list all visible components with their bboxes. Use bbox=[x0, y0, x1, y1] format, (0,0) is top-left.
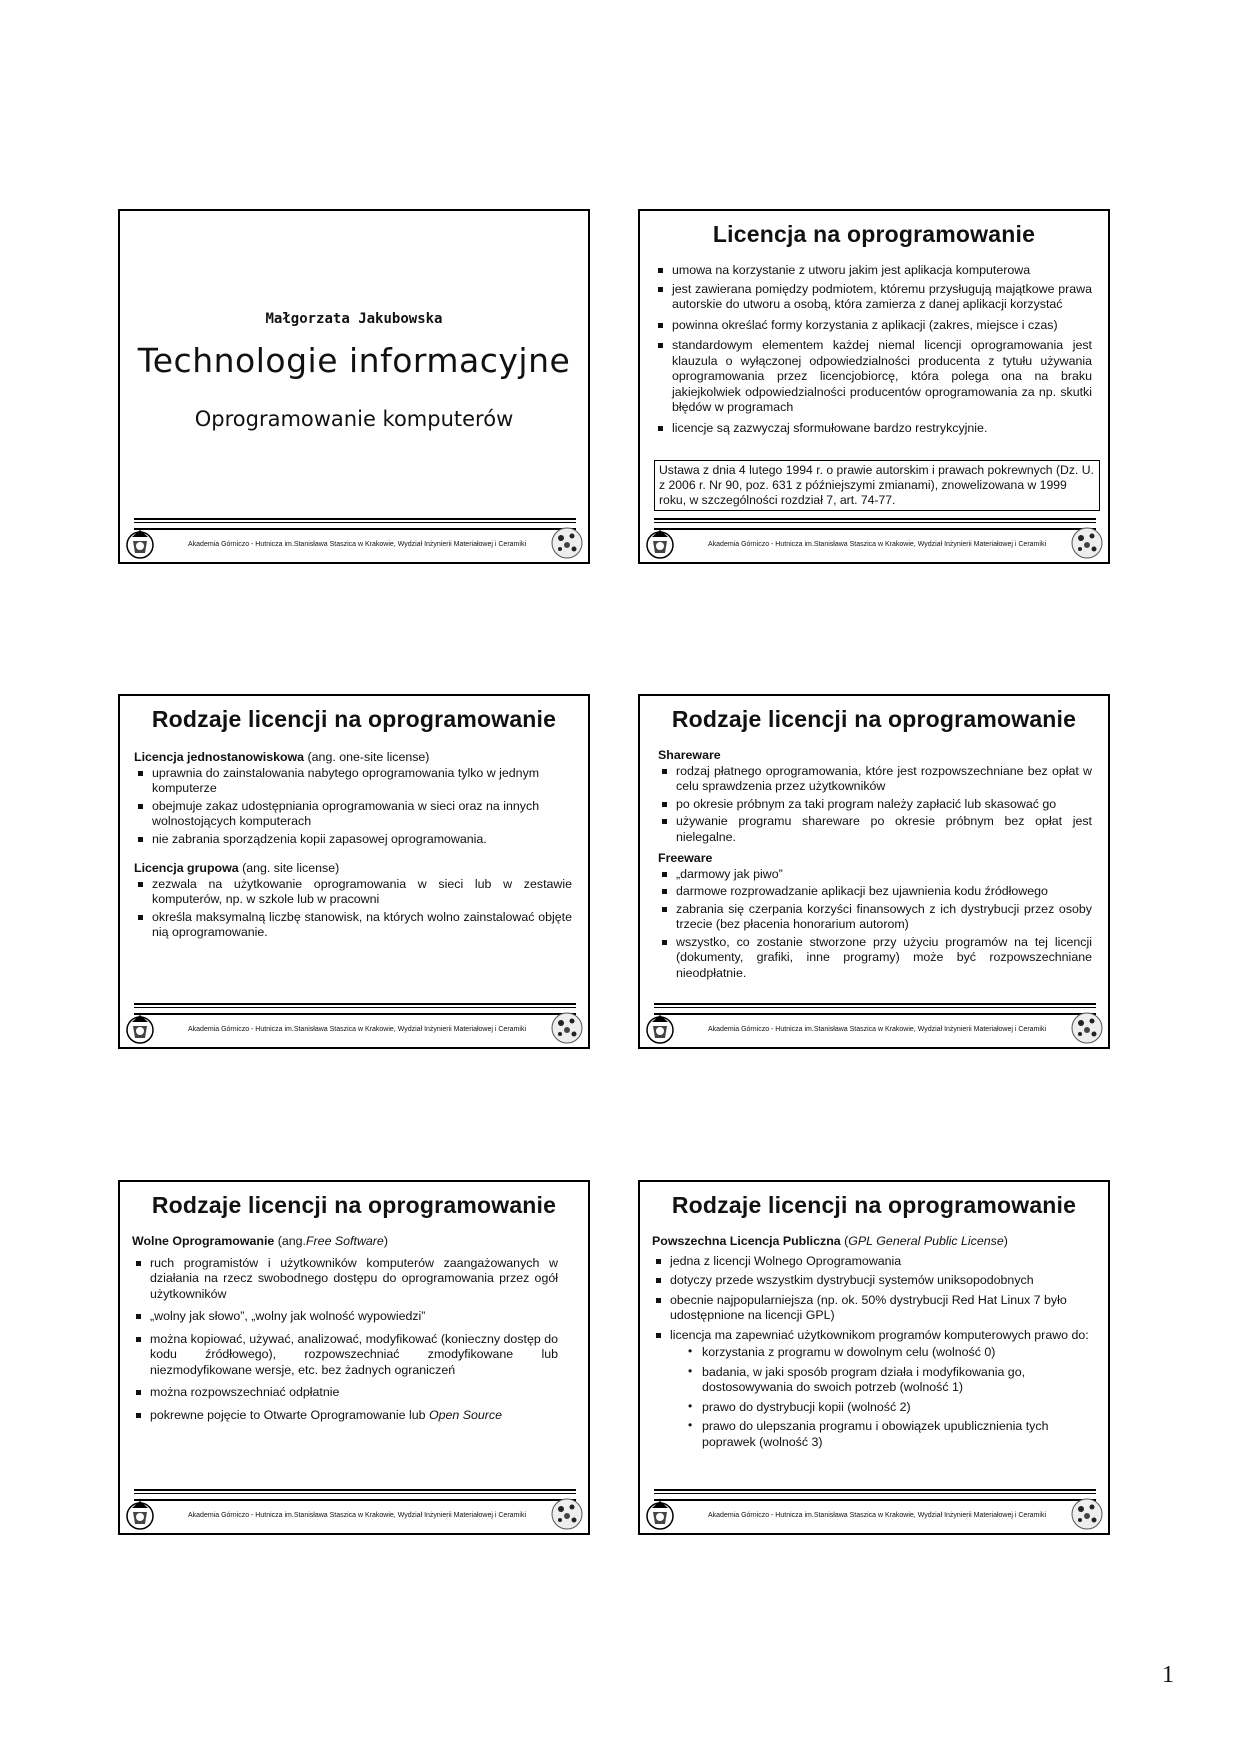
section-heading bbox=[652, 1234, 1092, 1250]
list-item bbox=[652, 1328, 1092, 1344]
list-item-italic: Open Source bbox=[428, 1407, 502, 1422]
list-item-text: licencja ma zapewniać użytkownikom programów komputerowych prawo do: bbox=[670, 1327, 1089, 1342]
slide-footer bbox=[120, 518, 588, 562]
list-item: ruch programistów i użytkowników komputerów zaangażowanych w działania na rzecz swobodnego dostępu do oprogramowania przez ogół użytkowników bbox=[132, 1256, 558, 1303]
footer-text: Akademia Górniczo - Hutnicza im.Stanisława Staszica w Krakowie, Wydział Inżynierii Materiałowej i Ceramiki bbox=[188, 1026, 526, 1033]
footer-text: Akademia Górniczo - Hutnicza im.Stanisława Staszica w Krakowie, Wydział Inżynierii Materiałowej i Ceramiki bbox=[708, 1026, 1046, 1033]
section-heading-open: ( bbox=[844, 1234, 849, 1248]
slide-title-text: Licencja na oprogramowanie bbox=[712, 221, 1036, 247]
footer-text: Akademia Górniczo - Hutnicza im.Stanisława Staszica w Krakowie, Wydział Inżynierii Materiałowej i Ceramiki bbox=[708, 1512, 1046, 1519]
footer-rule bbox=[134, 518, 576, 530]
list-item: umowa na korzystanie z utworu jakim jest aplikacja komputerowa bbox=[654, 263, 1092, 279]
list-item: rodzaj płatnego oprogramowania, które jest rozpowszechniane bez opłat w celu sprawdzenia przez użytkowników bbox=[658, 764, 1092, 795]
slide-title-text: Rodzaje licencji na oprogramowanie bbox=[151, 1192, 557, 1218]
slide-body bbox=[658, 748, 1092, 983]
list-item: używanie programu shareware po okresie próbnym bez opłat jest nielegalne. bbox=[658, 814, 1092, 845]
sub-list-item: • korzystania z programu w dowolnym celu (wolność 0) bbox=[688, 1345, 1092, 1361]
list-item bbox=[132, 1408, 558, 1424]
bullet-list bbox=[652, 1254, 1092, 1344]
list-item: po okresie próbnym za taki program należy zapłacić lub skasować go bbox=[658, 797, 1092, 813]
sub-list-item: • badania, w jaki sposób program działa i modyfikowania go, dostosowywania do swoich potrzeb (wolność 1) bbox=[688, 1365, 1092, 1396]
bullet-list bbox=[658, 764, 1092, 846]
list-item: wszystko, co zostanie stworzone przy użyciu programów na tej licencji (dokumenty, grafiki, inne programy) może być rozpowszechniane nieodpłatnie. bbox=[658, 935, 1092, 982]
sub-bullet-list bbox=[652, 1345, 1092, 1450]
slide-title bbox=[118, 209, 590, 564]
section-heading-close: ) bbox=[1003, 1234, 1008, 1248]
list-item: uprawnia do zainstalowania nabytego oprogramowania tylko w jednym komputerze bbox=[134, 766, 572, 797]
footer-text: Akademia Górniczo - Hutnicza im.Stanisława Staszica w Krakowie, Wydział Inżynierii Materiałowej i Ceramiki bbox=[188, 541, 526, 548]
list-item: zabrania się czerpania korzyści finansowych z ich dystrybucji przez osoby trzecie (bez płacenia honorarium autorom) bbox=[658, 902, 1092, 933]
list-item: można kopiować, używać, analizować, modyfikować (konieczny dostęp do kodu źródłowego), rozpowszechniać zmodyfikowane lub niezmodyfikowane wersje, etc. bez żadnych ograniczeń bbox=[132, 1332, 558, 1379]
list-item: standardowym elementem każdej niemal licencji oprogramowania jest klauzula o wyłączonej odpowiedzialności producenta z tytułu używania oprogramowania przez licencjobiorcę, która polega ona na braku jakiejkolwiek odpowiedzialności producentów oprogramowania za np. skutki błędów w programach bbox=[654, 338, 1092, 416]
slide-footer bbox=[640, 1489, 1108, 1533]
slide-licencja bbox=[638, 209, 1110, 564]
slide-body bbox=[654, 263, 1092, 438]
section-heading-note: (ang. site license) bbox=[242, 861, 340, 875]
section-heading-text: Licencja grupowa bbox=[134, 861, 239, 875]
footer-rule bbox=[134, 1003, 576, 1015]
footer-rule bbox=[134, 1489, 576, 1501]
slide-body bbox=[652, 1234, 1092, 1454]
slide-footer bbox=[120, 1489, 588, 1533]
footer-rule bbox=[654, 1003, 1096, 1015]
law-reference-box: Ustawa z dnia 4 lutego 1994 r. o prawie autorskim i prawach pokrewnych (Dz. U. z 2006 r. Nr 90, poz. 631 z późniejszymi zmianami), znowelizowana w 1999 roku, w szczególności rozdział 7, art. 74-77. bbox=[654, 460, 1100, 511]
list-item: „wolny jak słowo”, „wolny jak wolność wypowiedzi” bbox=[132, 1309, 558, 1325]
molecule-logo-icon bbox=[550, 526, 584, 560]
list-item: obecnie najpopularniejsza (np. ok. 50% dystrybucji Red Hat Linux 7 było udostępnione na licencji GPL) bbox=[652, 1293, 1092, 1324]
section-heading-note: (ang. one-site license) bbox=[307, 750, 430, 764]
molecule-logo-icon bbox=[1070, 1497, 1104, 1531]
university-crest-icon bbox=[644, 527, 676, 559]
slide-footer bbox=[640, 518, 1108, 562]
footer-text: Akademia Górniczo - Hutnicza im.Stanisława Staszica w Krakowie, Wydział Inżynierii Materiałowej i Ceramiki bbox=[188, 1512, 526, 1519]
section-heading bbox=[134, 861, 572, 877]
slide-rodzaje-2 bbox=[638, 694, 1110, 1049]
university-crest-icon bbox=[124, 527, 156, 559]
slide-footer bbox=[640, 1003, 1108, 1047]
bullet-list bbox=[134, 766, 572, 848]
footer-rule bbox=[654, 518, 1096, 530]
sub-list-item: • prawo do ulepszania programu i obowiązek upublicznienia tych poprawek (wolność 3) bbox=[688, 1419, 1092, 1450]
list-item: określa maksymalną liczbę stanowisk, na których wolno zainstalować objęte nią oprogramowanie. bbox=[134, 910, 572, 941]
section-heading: Freeware bbox=[658, 851, 713, 865]
section-heading-text: Wolne Oprogramowanie bbox=[132, 1234, 275, 1248]
bullet-list bbox=[134, 877, 572, 941]
molecule-logo-icon bbox=[550, 1011, 584, 1045]
page-number: 1 bbox=[1162, 1662, 1174, 1688]
molecule-logo-icon bbox=[1070, 526, 1104, 560]
section-heading-text: Licencja jednostanowiskowa bbox=[134, 750, 305, 764]
slide-body bbox=[132, 1234, 558, 1430]
slide-rodzaje-3 bbox=[118, 1180, 590, 1535]
section-heading-italic: Free Software bbox=[305, 1234, 384, 1248]
bullet-list bbox=[132, 1256, 558, 1424]
list-item: obejmuje zakaz udostępniania oprogramowania w sieci oraz na innych wolnostojących komputerach bbox=[134, 799, 572, 830]
university-crest-icon bbox=[644, 1012, 676, 1044]
section-heading bbox=[134, 750, 572, 766]
slide-title-text: Rodzaje licencji na oprogramowanie bbox=[151, 706, 557, 732]
list-item: jedna z licencji Wolnego Oprogramowania bbox=[652, 1254, 1092, 1270]
university-crest-icon bbox=[124, 1012, 156, 1044]
list-item: powinna określać formy korzystania z aplikacji (zakres, miejsce i czas) bbox=[654, 318, 1092, 334]
slide-title-text: Rodzaje licencji na oprogramowanie bbox=[671, 706, 1077, 732]
list-item: można rozpowszechniać odpłatnie bbox=[132, 1385, 558, 1401]
section-heading bbox=[132, 1234, 558, 1250]
university-crest-icon bbox=[644, 1498, 676, 1530]
section-heading-ang: (ang. bbox=[277, 1234, 306, 1248]
slide-rodzaje-1 bbox=[118, 694, 590, 1049]
list-item: „darmowy jak piwo” bbox=[658, 867, 1092, 883]
slide-body bbox=[134, 750, 572, 943]
course-title: Technologie informacyjne bbox=[137, 341, 571, 380]
list-item: licencje są zazwyczaj sformułowane bardzo restrykcyjnie. bbox=[654, 421, 1092, 437]
slide-rodzaje-4 bbox=[638, 1180, 1110, 1535]
section-heading-close: ) bbox=[383, 1234, 388, 1248]
section-heading: Shareware bbox=[658, 748, 721, 762]
university-crest-icon bbox=[124, 1498, 156, 1530]
bullet-list bbox=[658, 867, 1092, 982]
lecture-subtitle: Oprogramowanie komputerów bbox=[194, 407, 514, 431]
slide-footer bbox=[120, 1003, 588, 1047]
section-heading-italic: GPL General Public License bbox=[848, 1234, 1004, 1248]
author-name: Małgorzata Jakubowska bbox=[265, 311, 443, 327]
list-item: jest zawierana pomiędzy podmiotem, któremu przysługują majątkowe prawa autorskie do utworu a osobą, która zamierza z danej aplikacji korzystać bbox=[654, 282, 1092, 313]
sub-list-item: • prawo do dystrybucji kopii (wolność 2) bbox=[688, 1400, 1092, 1416]
slide-title-text: Rodzaje licencji na oprogramowanie bbox=[671, 1192, 1077, 1218]
bullet-list bbox=[654, 263, 1092, 436]
list-item: dotyczy przede wszystkim dystrybucji systemów uniksopodobnych bbox=[652, 1273, 1092, 1289]
molecule-logo-icon bbox=[1070, 1011, 1104, 1045]
list-item: zezwala na użytkowanie oprogramowania w sieci lub w zestawie komputerów, np. w szkole lub w pracowni bbox=[134, 877, 572, 908]
list-item: darmowe rozprowadzanie aplikacji bez ujawnienia kodu źródłowego bbox=[658, 884, 1092, 900]
list-item-text: pokrewne pojęcie to Otwarte Oprogramowanie lub bbox=[150, 1407, 426, 1422]
section-heading-text: Powszechna Licencja Publiczna bbox=[652, 1234, 841, 1248]
list-item: nie zabrania sporządzenia kopii zapasowej oprogramowania. bbox=[134, 832, 572, 848]
footer-text: Akademia Górniczo - Hutnicza im.Stanisława Staszica w Krakowie, Wydział Inżynierii Materiałowej i Ceramiki bbox=[708, 541, 1046, 548]
footer-rule bbox=[654, 1489, 1096, 1501]
molecule-logo-icon bbox=[550, 1497, 584, 1531]
